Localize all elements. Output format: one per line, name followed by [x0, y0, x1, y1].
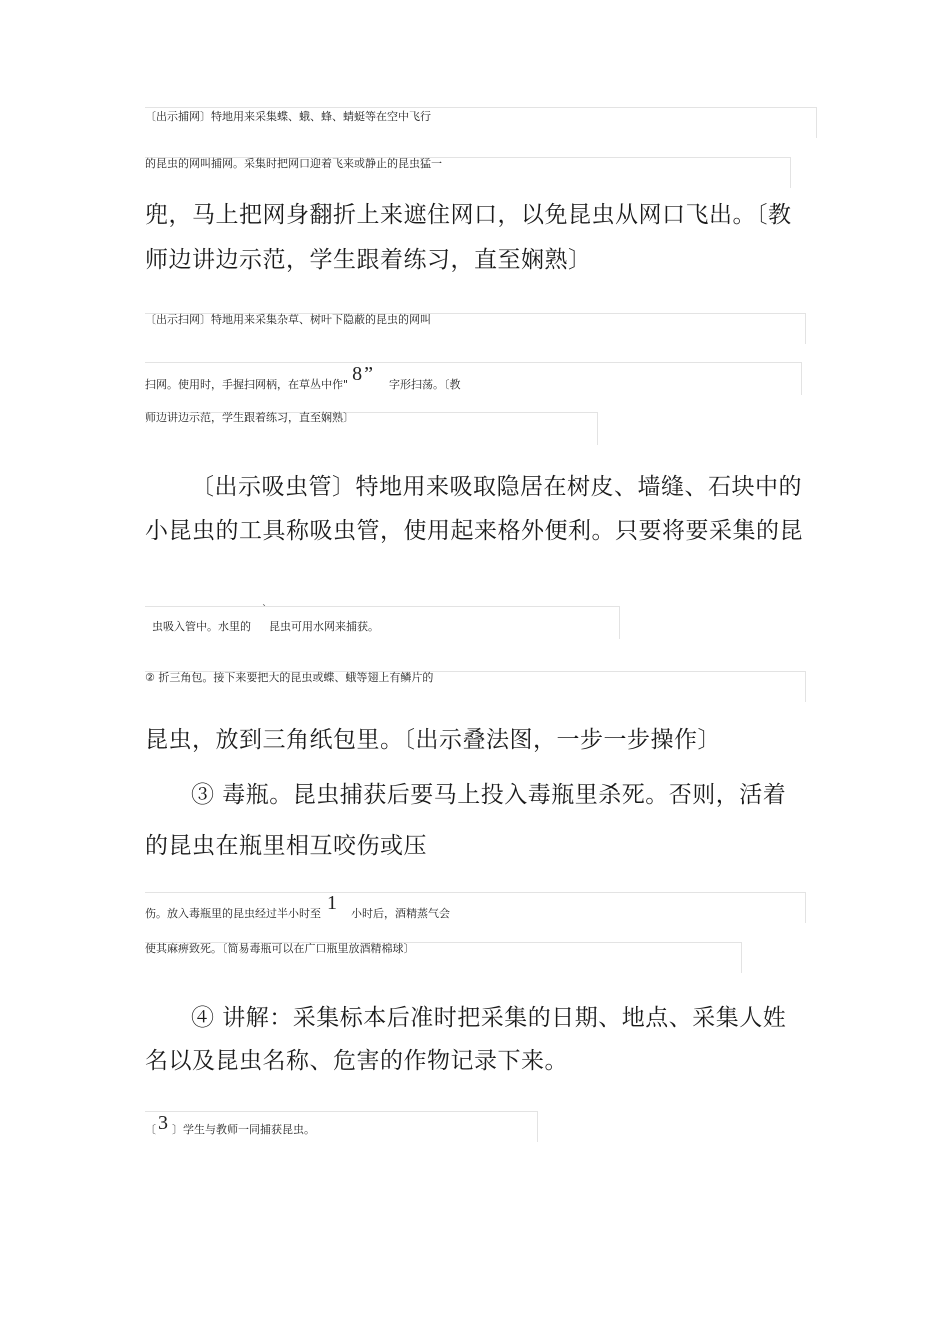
text-line-capture-net-1: 〔出示捕网〕特地用来采集蝶、蛾、蜂、蜻蜓等在空中飞行 — [145, 110, 431, 123]
paragraph-line-2: 师边讲边示范，学生跟着练习，直至娴熟〕 — [145, 247, 592, 273]
hour-number: 1 — [327, 892, 337, 914]
aspirator-text-suffix: 昆虫可用水网来捕获。 — [269, 620, 379, 633]
paragraph-line-6: ③ 毒瓶。昆虫捕获后要马上投入毒瓶里杀死。否则，活着 — [191, 782, 787, 808]
paragraph-line-3: 〔出示吸虫管〕特地用来吸取隐居在树皮、墙缝、石块中的 — [191, 474, 802, 500]
text-line-sweep-net-3: 师边讲边示范，学生跟着练习，直至娴熟〕 — [145, 411, 354, 424]
activity-text: 〕学生与教师一同捕获昆虫。 — [172, 1123, 315, 1136]
text-line-activity-3 — [145, 1112, 315, 1136]
text-line-capture-net-2: 的昆虫的网叫捕网。采集时把网口迎着飞来或静止的昆虫猛一 — [145, 157, 442, 170]
stray-mark: ` — [262, 604, 267, 615]
paragraph-line-8: ④ 讲解：采集标本后准时把采集的日期、地点、采集人姓 — [191, 1005, 787, 1031]
activity-bracket-open: 〔 — [145, 1123, 156, 1136]
paragraph-line-7: 的昆虫在瓶里相互咬伤或压 — [145, 833, 427, 859]
text-line-poison-jar-2: 使其麻痹致死。〔简易毒瓶可以在广口瓶里放酒精棉球〕 — [145, 942, 415, 955]
sweep-net-text-suffix: 字形扫荡。〔教 — [388, 378, 461, 391]
paragraph-line-9: 名以及昆虫名称、危害的作物记录下来。 — [145, 1048, 568, 1074]
text-line-poison-jar-1 — [145, 892, 450, 920]
poison-jar-text-prefix: 伤。放入毒瓶里的昆虫经过半小时至 — [145, 907, 321, 920]
paragraph-line-4: 小昆虫的工具称吸虫管，使用起来格外便利。只要将要采集的昆 — [145, 518, 803, 544]
paragraph-line-1: 兜，马上把网身翻折上来遮住网口，以免昆虫从网口飞出。〔教 — [145, 202, 792, 228]
text-line-triangle-pack: ② 折三角包。接下来要把大的昆虫或蝶、蛾等翅上有鳞片的 — [145, 671, 434, 684]
paragraph-line-5: 昆虫，放到三角纸包里。〔出示叠法图，一步一步操作〕 — [145, 727, 721, 753]
text-line-sweep-net-1: 〔出示扫网〕特地用来采集杂草、树叶下隐蔽的昆虫的网叫 — [145, 313, 431, 326]
text-line-sweep-net-2 — [145, 363, 461, 391]
poison-jar-text-suffix: 小时后，酒精蒸气会 — [351, 907, 450, 920]
activity-number: 3 — [158, 1112, 168, 1134]
aspirator-text-prefix: 虫吸入管中。水里的 — [152, 620, 251, 633]
sweep-net-text-prefix: 扫网。使用时，手握扫网柄，在草丛中作" — [145, 378, 349, 391]
figure-eight-number: 8 — [352, 363, 363, 385]
text-line-aspirator — [152, 620, 379, 634]
closing-quote: ” — [364, 363, 373, 385]
